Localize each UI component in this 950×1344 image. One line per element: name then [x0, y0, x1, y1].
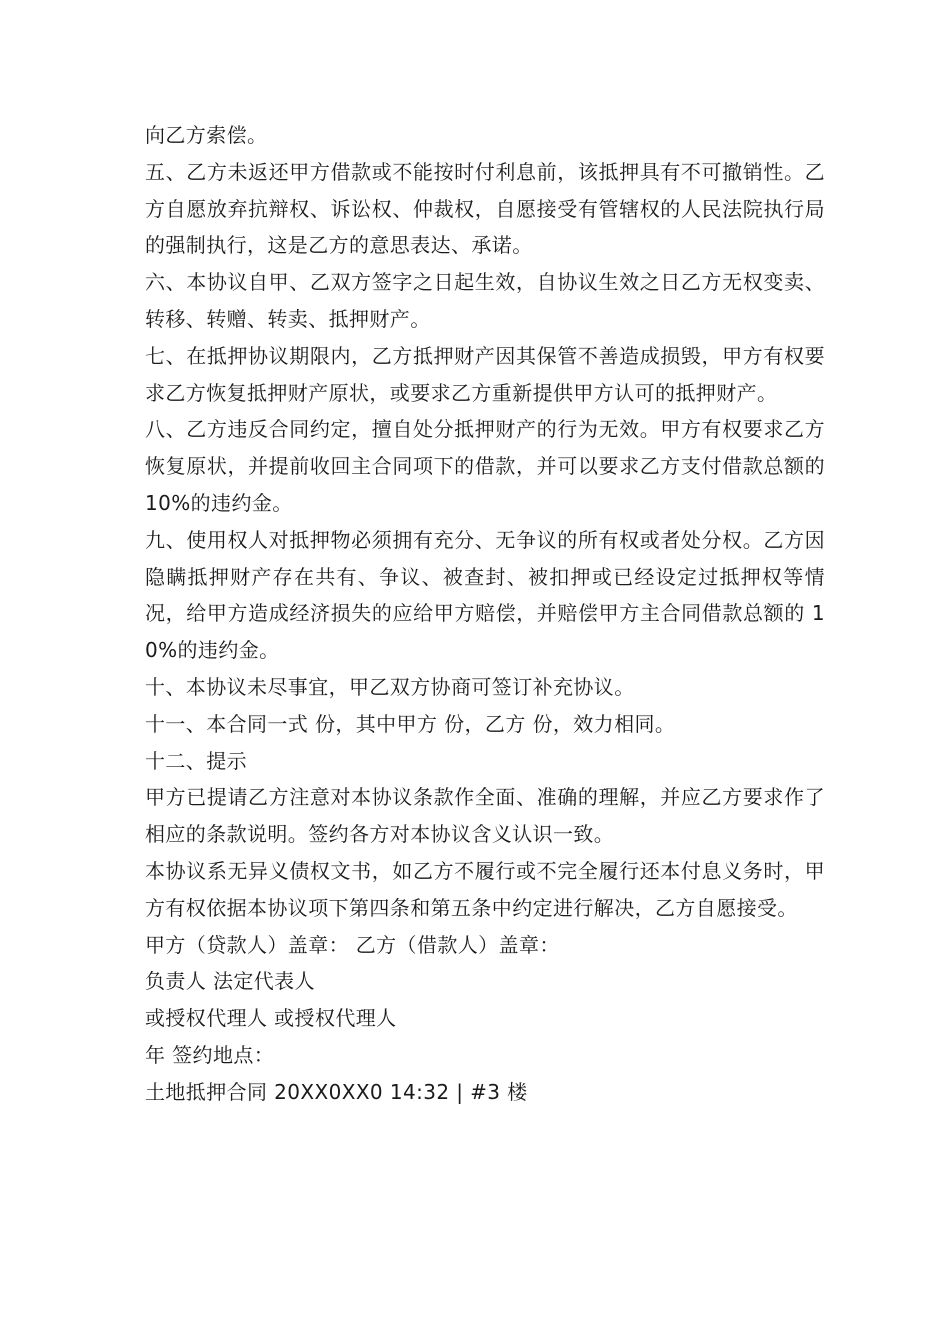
clause-8: 八、乙方违反合同约定，擅自处分抵押财产的行为无效。甲方有权要求乙方恢复原状，并提前收回主合同项下的借款，并可以要求乙方支付借款总额的 10%的违约金。 [145, 417, 825, 515]
document-body [145, 117, 825, 1111]
clause-6: 六、本协议自甲、乙双方签字之日起生效，自协议生效之日乙方无权变卖、转移、转赠、转卖、抵押财产。 [145, 270, 825, 331]
signature-seal-line: 甲方（贷款人）盖章： 乙方（借款人）盖章： [145, 932, 560, 957]
clause-10: 十、本协议未尽事宜，甲乙双方协商可签订补充协议。 [145, 674, 635, 699]
clause-9: 九、使用权人对抵押物必须拥有充分、无争议的所有权或者处分权。乙方因隐瞒抵押财产存在共有、争议、被查封、被扣押或已经设定过抵押权等情况，给甲方造成经济损失的应给甲方赔偿，并赔偿甲方主合同借款总额的 10%的违约金。 [145, 527, 825, 663]
signature-representative-line: 负责人 法定代表人 [145, 969, 315, 994]
clause-5: 五、乙方未返还甲方借款或不能按时付利息前，该抵押具有不可撤销性。乙方自愿放弃抗辩权、诉讼权、仲裁权，自愿接受有管辖权的人民法院执行局的强制执行，这是乙方的意思表达、承诺。 [145, 159, 825, 258]
clause-11: 十一、本合同一式 份，其中甲方 份，乙方 份，效力相同。 [145, 711, 676, 736]
signature-date-place-line: 年 签约地点： [145, 1042, 275, 1067]
paragraph-claim-compensation: 向乙方索偿。 [145, 123, 268, 147]
document-footer-line: 土地抵押合同 20XX0XX0 14:32 | #3 楼 [145, 1079, 528, 1104]
clause-7: 七、在抵押协议期限内，乙方抵押财产因其保管不善造成损毁，甲方有权要求乙方恢复抵押财产原状，或要求乙方重新提供甲方认可的抵押财产。 [145, 343, 825, 405]
debt-instrument-paragraph: 本协议系无异义债权文书，如乙方不履行或不完全履行还本付息义务时，甲方有权依据本协议项下第四条和第五条中约定进行解决，乙方自愿接受。 [145, 858, 825, 920]
clause-12-heading: 十二、提示 [145, 748, 247, 773]
notice-paragraph: 甲方已提请乙方注意对本协议条款作全面、准确的理解，并应乙方要求作了相应的条款说明。签约各方对本协议含义认识一致。 [145, 785, 825, 847]
signature-agent-line: 或授权代理人 或授权代理人 [145, 1006, 397, 1031]
